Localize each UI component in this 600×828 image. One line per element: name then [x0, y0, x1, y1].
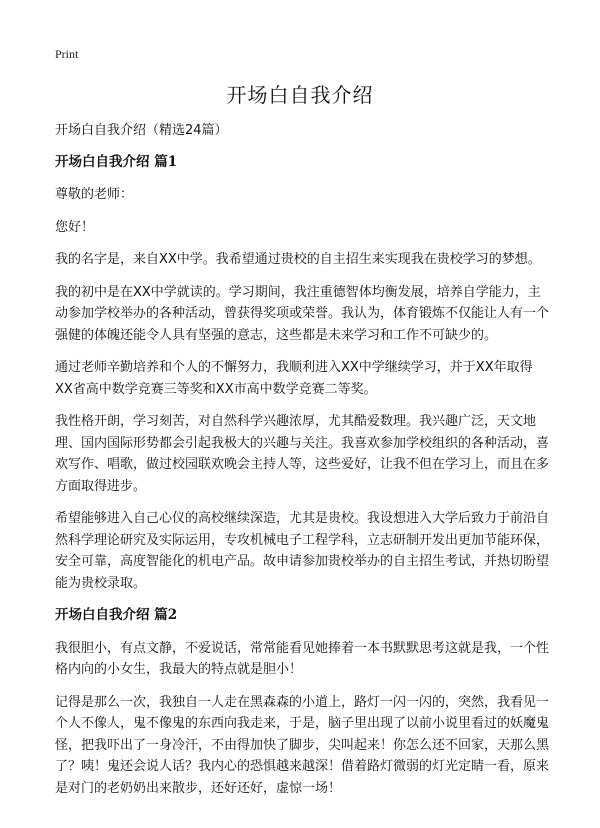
paragraph: 通过老师辛勤培养和个人的不懈努力，我顺利进入XX中学继续学习，并于XX年取得XX省高中数学竞赛三等奖和XX市高中数学竞赛二等奖。 — [55, 360, 533, 397]
paragraph: 记得是那么一次，我独自一人走在黑森森的小道上，路灯一闪一闪的，突然，我看见一个人不像人，鬼不像鬼的东西向我走来，于是，脑子里出现了以前小说里看过的妖魔鬼怪，把我吓出了一身冷汗，不由得加快了脚步，尖叫起来！你怎么还不回家，天那么黑了？咦！鬼还会说人话？我内心的恐惧越来越深！借着路灯微弱的灯光定睛一看，原来是对门的老奶奶出来散步，还好还好，虚惊一场！ — [55, 694, 550, 796]
document-body — [55, 120, 549, 810]
section-2 — [55, 605, 549, 799]
paragraph: 我的名字是，来自XX中学。我希望通过贵校的自主招生来实现我在贵校学习的梦想。 — [55, 252, 541, 267]
paragraph: 希望能够进入自己心仪的高校继续深造，尤其是贵校。我设想进入大学后致力于前沿自然科学理论研究及实际运用，专攻机械电子工程学科，立志研制开发出更加节能环保，安全可靠，高度智能化的机电产品。故申请参加贵校举办的自主招生考试，并热切盼望能为贵校录取。 — [55, 511, 550, 591]
paragraph: 您好！ — [55, 219, 95, 235]
document-subtitle: 开场白自我介绍（精选24篇） — [55, 123, 228, 138]
section-1 — [55, 152, 549, 595]
section-heading: 开场白自我介绍 篇1 — [55, 153, 178, 170]
page-title: 开场白自我介绍 — [226, 83, 374, 107]
paragraph: 尊敬的老师： — [55, 187, 134, 202]
print-link[interactable]: Print — [55, 47, 79, 61]
paragraph: 我很胆小，有点文静，不爱说话，常常能看见她捧着一本书默默思考这就是我，一个性格内向的小女生，我最大的特点就是胆小！ — [55, 640, 550, 677]
paragraph: 我的初中是在XX中学就读的。学习期间，我注重德智体均衡发展，培养自学能力，主动参加学校举办的各种活动，曾获得奖项或荣誉。我认为，体育锻炼不仅能让人有一个强健的体魄还能令人具有坚强的意志，这些都是未来学习和工作不可缺少的。 — [55, 284, 550, 343]
paragraph: 我性格开朗，学习刻苦，对自然科学兴趣浓厚，尤其酷爱数理。我兴趣广泛，天文地理、国内国际形势都会引起我极大的兴趣与关注。我喜欢参加学校组织的各种活动，喜欢写作、唱歌，做过校园联欢晚会主持人等，这些爱好，让我不但在学习上，而且在多方面取得进步。 — [55, 414, 550, 494]
section-heading: 开场白自我介绍 篇2 — [55, 607, 178, 623]
